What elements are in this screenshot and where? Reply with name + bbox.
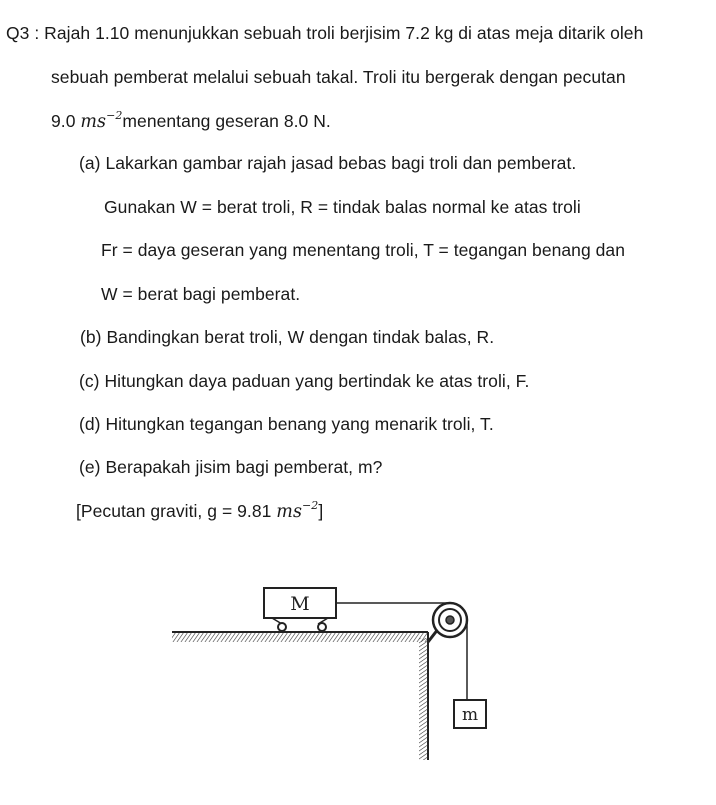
gravity-exponent: −2 [301,499,319,512]
trolley-wheel [278,623,286,631]
gravity-prefix: [Pecutan graviti, g = 9.81 [76,501,277,521]
trolley-wheel [318,623,326,631]
pulley [433,603,467,637]
acceleration-value: 9.0 [51,111,76,131]
table-surface [172,632,428,642]
gravity-note [76,500,323,523]
part-a-note-2: Fr = daya geseran yang menentang troli, T = tegangan benang dan [101,240,625,260]
gravity-suffix: ] [318,501,324,521]
table-edge [419,632,428,760]
part-a: (a) Lakarkan gambar rajah jasad bebas bagi troli dan pemberat. [79,153,577,173]
part-a-note-3: W = berat bagi pemberat. [101,284,301,304]
trolley-label: M [290,593,310,615]
part-a-note-1: Gunakan W = berat troli, R = tindak balas normal ke atas troli [104,197,581,217]
part-d: (d) Hitungkan tegangan benang yang menarik troli, T. [79,414,494,434]
gravity-unit: ms [276,502,302,522]
question-line-3 [51,110,331,133]
part-c: (c) Hitungkan daya paduan yang bertindak ke atas troli, F. [79,371,530,391]
hanging-weight [454,700,486,728]
question-line-3-tail: menentang geseran 8.0 N. [122,111,331,131]
trolley-pulley-figure [160,580,500,770]
trolley [264,588,336,631]
part-b: (b) Bandingkan berat troli, W dengan tindak balas, R. [80,327,495,347]
acceleration-exponent: −2 [106,109,123,122]
weight-label: m [461,705,479,725]
acceleration-unit: ms [80,112,107,132]
question-line-1: Q3 : Rajah 1.10 menunjukkan sebuah troli berjisim 7.2 kg di atas meja ditarik oleh [6,23,644,43]
question-line-2: sebuah pemberat melalui sebuah takal. Troli itu bergerak dengan pecutan [51,67,626,87]
part-e: (e) Berapakah jisim bagi pemberat, m? [79,457,383,477]
